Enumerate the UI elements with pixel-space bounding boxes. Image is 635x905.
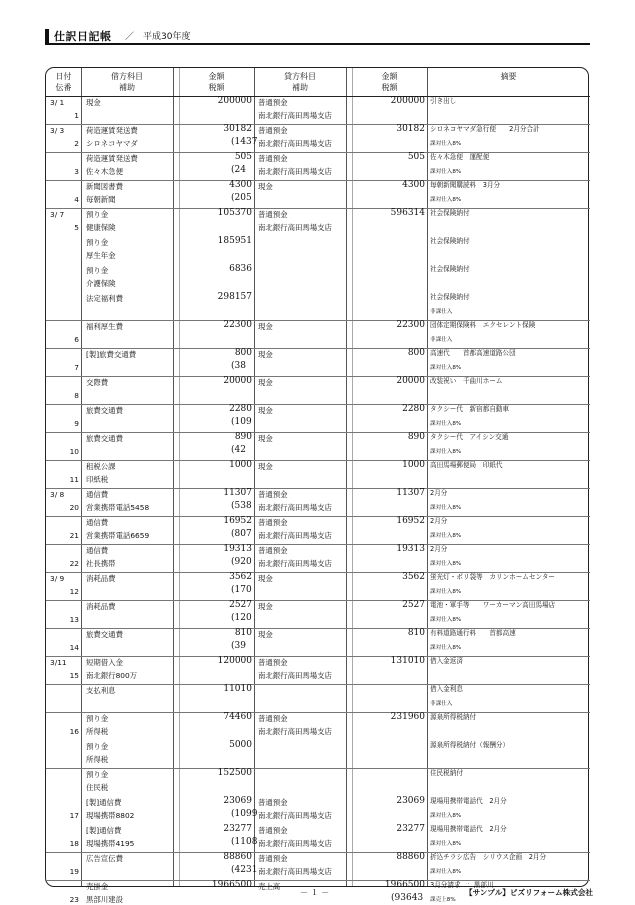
row-credit-account: 普通預金 — [258, 154, 288, 163]
row-tax-class: 課対仕入8% — [430, 449, 462, 455]
row-debit-sub: 営業携帯電話6659 — [86, 531, 150, 540]
row-debit-sub: 佐々木急便 — [86, 167, 123, 176]
row-debit-amount: 800 — [234, 348, 252, 358]
row-memo: 折込チラシ広告 シリウス企画 2月分 — [430, 853, 547, 861]
row-tax-class: 課対仕入8% — [430, 869, 462, 875]
page-title: 仕訳日記帳 — [54, 30, 112, 43]
row-credit-account: 普通預金 — [258, 798, 288, 807]
row-credit-amount: 23277 — [396, 824, 425, 834]
row-debit-amount: 19313 — [223, 544, 252, 554]
row-debit-amount: 88860 — [223, 852, 252, 862]
row-memo: 引き出し — [430, 97, 457, 105]
row-credit-amount: 20000 — [396, 376, 425, 386]
row-divider — [46, 768, 590, 769]
row-tax-class: 課対仕入8% — [430, 141, 462, 147]
row-tax-class: 課対仕入8% — [430, 589, 462, 595]
row-credit-account: 現金 — [258, 574, 273, 583]
row-credit-amount: 23069 — [396, 796, 425, 806]
row-voucher-no: 5 — [74, 223, 79, 232]
row-voucher-no: 19 — [69, 867, 79, 876]
row-voucher-no: 2 — [74, 139, 79, 148]
row-memo: 現場用携帯電話代 2月分 — [430, 797, 507, 805]
row-debit-account: 旅費交通費 — [86, 630, 123, 639]
row-tax-class: 非課仕入 — [430, 309, 453, 315]
row-debit-sub: 現場携帯8802 — [86, 811, 135, 820]
row-credit-amount: 22300 — [396, 320, 425, 330]
row-debit-account: 預り金 — [86, 770, 109, 779]
row-voucher-no: 21 — [69, 531, 79, 540]
page-subtitle — [125, 29, 190, 42]
row-debit-amount: 1000 — [229, 460, 252, 470]
row-debit-sub: 現場携帯4195 — [86, 839, 135, 848]
row-credit-account: 普通預金 — [258, 490, 288, 499]
row-credit-amount: 16952 — [396, 516, 425, 526]
row-credit-account: 現金 — [258, 350, 273, 359]
row-debit-tax: (109 — [231, 417, 252, 427]
row-memo: 社会保険納付 — [430, 237, 470, 245]
row-debit-tax: (170 — [231, 585, 252, 595]
row-debit-tax: (38 — [231, 361, 246, 371]
row-credit-amount: 800 — [407, 348, 425, 358]
row-debit-amount: 185951 — [217, 236, 252, 246]
row-debit-account: 預り金 — [86, 742, 109, 751]
row-divider — [46, 544, 590, 545]
row-memo: 源泉所得税納付（報酬分） — [430, 741, 510, 749]
row-memo: 2月分 — [430, 545, 448, 553]
row-credit-amount: 890 — [407, 432, 425, 442]
row-debit-amount: 3562 — [229, 572, 252, 582]
row-debit-tax: (1437 — [231, 137, 258, 147]
col-divider — [346, 68, 347, 886]
row-credit-sub: 南北銀行高田馬場支店 — [258, 811, 332, 820]
row-divider — [46, 516, 590, 517]
row-debit-account: [製]通信費 — [86, 798, 122, 807]
row-memo: 3月分請求 ：黒部川 — [430, 881, 494, 889]
row-debit-account: 消耗品費 — [86, 602, 116, 611]
row-tax-class: 課対仕入8% — [430, 505, 462, 511]
row-credit-amount: 3562 — [402, 572, 425, 582]
header-memo: 摘要 — [500, 72, 517, 81]
row-debit-sub: 住民税 — [86, 783, 109, 792]
row-credit-account: 普通預金 — [258, 518, 288, 527]
row-memo: タクシー代 アイシン交通 — [430, 433, 509, 441]
row-debit-account: 広告宣伝費 — [86, 854, 123, 863]
row-credit-account: 普通預金 — [258, 826, 288, 835]
header-date-col — [46, 71, 81, 93]
row-credit-amount: 1966500 — [384, 880, 425, 890]
row-voucher-no: 6 — [74, 335, 79, 344]
row-credit-sub: 南北銀行高田馬場支店 — [258, 531, 332, 540]
row-voucher-no: 4 — [74, 195, 79, 204]
row-divider — [46, 208, 590, 209]
row-memo: 住民税納付 — [430, 769, 463, 777]
row-voucher-no: 20 — [69, 503, 79, 512]
row-debit-tax: (42 — [231, 445, 246, 455]
row-credit-amount: 88860 — [396, 852, 425, 862]
page-number: － １ － — [300, 888, 330, 897]
row-memo: タクシー代 新宿都自動車 — [430, 405, 510, 413]
row-tax-class: 非課仕入 — [430, 337, 453, 343]
row-memo: 社会保険納付 — [430, 293, 470, 301]
row-memo: 毎朝新聞購読料 3月分 — [430, 181, 501, 189]
row-credit-account: 現金 — [258, 322, 273, 331]
row-voucher-no: 1 — [74, 111, 79, 120]
row-voucher-no: 14 — [69, 643, 79, 652]
header-memo-col — [427, 71, 590, 82]
row-credit-account: 普通預金 — [258, 714, 288, 723]
row-debit-tax: (39 — [231, 641, 246, 651]
row-debit-amount: 890 — [234, 432, 252, 442]
row-divider — [46, 488, 590, 489]
row-debit-amount: 30182 — [223, 124, 252, 134]
row-memo: 蛍光灯・ポリ袋等 カリンホームセンター — [430, 573, 556, 581]
row-debit-account: 福利厚生費 — [86, 322, 123, 331]
row-credit-account: 現金 — [258, 182, 273, 191]
row-debit-sub: 厚生年金 — [86, 251, 116, 260]
row-memo: 高速代 首都高速道路公団 — [430, 349, 516, 357]
row-tax-class: 課対仕入8% — [430, 421, 462, 427]
row-tax-class: 課対仕入8% — [430, 365, 462, 371]
row-memo: 社会保険納付 — [430, 265, 470, 273]
row-debit-account: [製]通信費 — [86, 826, 122, 835]
row-debit-account: 短期借入金 — [86, 658, 123, 667]
row-debit-amount: 2527 — [229, 600, 252, 610]
row-credit-amount: 131010 — [390, 656, 425, 666]
row-credit-account: 現金 — [258, 630, 273, 639]
col-divider — [427, 68, 428, 886]
row-debit-sub: 印紙税 — [86, 475, 109, 484]
row-debit-amount: 11010 — [223, 684, 252, 694]
row-credit-account: 現金 — [258, 602, 273, 611]
row-memo: 社会保険納付 — [430, 209, 470, 217]
row-debit-sub: 黒部川建設 — [86, 895, 123, 904]
row-debit-amount: 120000 — [217, 656, 252, 666]
row-credit-sub: 南北銀行高田馬場支店 — [258, 559, 332, 568]
row-credit-amount: 231960 — [390, 712, 425, 722]
row-debit-tax: (920 — [231, 557, 252, 567]
row-memo: 高田馬場郵便局 印紙代 — [430, 461, 503, 469]
col-divider — [352, 68, 353, 886]
row-credit-account: 普通預金 — [258, 546, 288, 555]
row-credit-sub: 南北銀行高田馬場支店 — [258, 867, 332, 876]
header-date: 日付 — [55, 72, 72, 81]
row-debit-account: 旅費交通費 — [86, 406, 123, 415]
row-debit-sub: 社長携帯 — [86, 559, 116, 568]
row-tax-class: 課対仕入8% — [430, 813, 462, 819]
row-debit-account: 売掛金 — [86, 882, 109, 891]
row-debit-account: 現金 — [86, 98, 101, 107]
row-divider — [46, 684, 590, 685]
row-debit-sub: 毎朝新聞 — [86, 195, 116, 204]
row-credit-amount: 810 — [407, 628, 425, 638]
row-debit-amount: 152500 — [217, 768, 252, 778]
row-debit-amount: 5000 — [229, 740, 252, 750]
header-debit: 借方科目 — [111, 72, 143, 81]
row-credit-sub: 南北銀行高田馬場支店 — [258, 727, 332, 736]
header-bar — [45, 29, 590, 45]
col-divider — [179, 68, 180, 886]
row-credit-account: 現金 — [258, 406, 273, 415]
header-debit-col — [81, 71, 173, 93]
row-divider — [46, 460, 590, 461]
row-voucher-no: 10 — [69, 447, 79, 456]
row-divider — [46, 152, 590, 153]
row-debit-tax: (4231 — [231, 865, 258, 875]
row-voucher-no: 7 — [74, 363, 79, 372]
header-amount: 金額 — [208, 72, 225, 81]
row-credit-account: 普通預金 — [258, 854, 288, 863]
row-tax-class: 非課仕入 — [430, 701, 453, 707]
row-credit-amount: 4300 — [402, 180, 425, 190]
row-credit-sub: 南北銀行高田馬場支店 — [258, 671, 332, 680]
row-debit-amount: 810 — [234, 628, 252, 638]
row-debit-amount: 2280 — [229, 404, 252, 414]
row-debit-sub: シロネコヤマダ — [86, 139, 138, 148]
row-memo: 源泉所得税納付 — [430, 713, 477, 721]
row-debit-account: 荷造運賃発送費 — [86, 154, 138, 163]
row-credit-account: 普通預金 — [258, 126, 288, 135]
row-memo: 団体定期保険料 エクセレント保険 — [430, 321, 536, 329]
row-credit-amount: 19313 — [396, 544, 425, 554]
row-credit-sub: 南北銀行高田馬場支店 — [258, 839, 332, 848]
row-divider — [46, 712, 590, 713]
row-debit-amount: 20000 — [223, 376, 252, 386]
row-debit-amount: 200000 — [217, 96, 252, 106]
row-credit-amount: 11307 — [396, 488, 425, 498]
header-tax2: 税額 — [381, 83, 398, 92]
row-tax-class: 課対仕入8% — [430, 645, 462, 651]
row-voucher-no: 9 — [74, 419, 79, 428]
row-voucher-no: 11 — [69, 475, 79, 484]
row-debit-tax: (120 — [231, 613, 252, 623]
row-memo: 2月分 — [430, 489, 448, 497]
row-memo: 佐々木急便 運配便 — [430, 153, 490, 161]
row-tax-class: 課対仕入8% — [430, 533, 462, 539]
row-date: 3/ 9 — [50, 574, 65, 583]
row-debit-tax: (24 — [231, 165, 246, 175]
title-separator: ／ — [125, 32, 135, 42]
row-debit-amount: 22300 — [223, 320, 252, 330]
row-credit-account: 売上高 — [258, 882, 281, 891]
row-divider — [46, 376, 590, 377]
row-date: 3/ 3 — [50, 126, 65, 135]
row-debit-amount: 298157 — [217, 292, 252, 302]
row-credit-amount: 596314 — [390, 208, 425, 218]
row-debit-amount: 6836 — [229, 264, 252, 274]
row-debit-account: 預り金 — [86, 210, 109, 219]
header-no: 伝番 — [55, 83, 72, 92]
row-debit-amount: 505 — [234, 152, 252, 162]
row-voucher-no: 3 — [74, 167, 79, 176]
row-credit-account: 現金 — [258, 434, 273, 443]
row-tax-class: 課対仕入8% — [430, 561, 462, 567]
row-credit-sub: 南北銀行高田馬場支店 — [258, 503, 332, 512]
row-credit-account: 現金 — [258, 462, 273, 471]
header-credit: 貸方科目 — [284, 72, 316, 81]
row-voucher-no: 15 — [69, 671, 79, 680]
row-debit-account: 租税公課 — [86, 462, 116, 471]
row-debit-amount: 16952 — [223, 516, 252, 526]
row-debit-account: 荷造運賃発送費 — [86, 126, 138, 135]
row-tax-class: 課対仕入8% — [430, 617, 462, 623]
row-debit-amount: 105370 — [217, 208, 252, 218]
row-debit-account: 消耗品費 — [86, 574, 116, 583]
row-credit-tax: (93643 — [391, 893, 424, 903]
fiscal-year: 平成30年度 — [143, 32, 191, 42]
row-debit-account: 通信費 — [86, 490, 109, 499]
row-voucher-no: 16 — [69, 727, 79, 736]
row-credit-amount: 1000 — [402, 460, 425, 470]
row-debit-amount: 4300 — [229, 180, 252, 190]
row-credit-amount: 505 — [407, 152, 425, 162]
row-credit-amount: 2527 — [402, 600, 425, 610]
row-memo: 借入金返済 — [430, 657, 463, 665]
row-memo: 現場用携帯電話代 2月分 — [430, 825, 507, 833]
row-debit-account: 通信費 — [86, 518, 109, 527]
header-tax: 税額 — [208, 83, 225, 92]
row-credit-sub: 南北銀行高田馬場支店 — [258, 139, 332, 148]
row-memo: 有料道路通行料 首都高速 — [430, 629, 516, 637]
company-name: 【サンプル】ビズリフォーム株式会社 — [465, 888, 594, 897]
row-voucher-no: 18 — [69, 839, 79, 848]
row-voucher-no: 13 — [69, 615, 79, 624]
row-debit-tax: (807 — [231, 529, 252, 539]
row-debit-account: 預り金 — [86, 714, 109, 723]
row-voucher-no: 8 — [74, 391, 79, 400]
row-debit-tax: (538 — [231, 501, 252, 511]
header-amount2: 金額 — [381, 72, 398, 81]
row-tax-class: 課売上8% — [430, 897, 456, 903]
row-memo: 2月分 — [430, 517, 448, 525]
row-debit-sub: 南北銀行800万 — [86, 671, 138, 680]
row-debit-tax: (1099 — [231, 809, 258, 819]
row-debit-account: 支払利息 — [86, 686, 116, 695]
row-tax-class: 課対仕入8% — [430, 169, 462, 175]
row-memo: 借入金利息 — [430, 685, 463, 693]
row-memo: シロネコヤマダ急行便 2月分合計 — [430, 125, 540, 133]
row-debit-amount: 74460 — [223, 712, 252, 722]
header-credit-col — [254, 71, 346, 93]
col-divider — [173, 68, 174, 886]
row-debit-amount: 23069 — [223, 796, 252, 806]
header-divider — [46, 96, 590, 97]
row-debit-sub: 営業携帯電話5458 — [86, 503, 150, 512]
row-debit-sub: 健康保険 — [86, 223, 116, 232]
row-debit-amount: 23277 — [223, 824, 252, 834]
row-voucher-no: 23 — [69, 895, 79, 904]
row-tax-class: 課対仕入8% — [430, 841, 462, 847]
row-divider — [46, 432, 590, 433]
row-voucher-no: 12 — [69, 587, 79, 596]
row-debit-account: [製]旅費交通費 — [86, 350, 137, 359]
row-debit-tax: (205 — [231, 193, 252, 203]
row-debit-account: 法定福利費 — [86, 294, 123, 303]
row-credit-account: 現金 — [258, 378, 273, 387]
row-debit-account: 預り金 — [86, 238, 109, 247]
row-voucher-no: 22 — [69, 559, 79, 568]
header-amount2-col — [352, 71, 427, 93]
row-credit-amount: 2280 — [402, 404, 425, 414]
row-debit-amount: 1966500 — [211, 880, 252, 890]
row-voucher-no: 17 — [69, 811, 79, 820]
row-credit-account: 普通預金 — [258, 210, 288, 219]
row-debit-sub: 所得税 — [86, 755, 109, 764]
row-debit-account: 旅費交通費 — [86, 434, 123, 443]
row-date: 3/ 1 — [50, 98, 65, 107]
row-debit-account: 交際費 — [86, 378, 109, 387]
row-debit-account: 新聞図書費 — [86, 182, 123, 191]
row-debit-sub: 所得税 — [86, 727, 109, 736]
row-credit-sub: 南北銀行高田馬場支店 — [258, 167, 332, 176]
row-credit-account: 普通預金 — [258, 98, 288, 107]
row-divider — [46, 656, 590, 657]
row-debit-account: 通信費 — [86, 546, 109, 555]
header-credit-sub: 補助 — [292, 83, 308, 92]
row-credit-sub: 南北銀行高田馬場支店 — [258, 223, 332, 232]
row-credit-amount: 30182 — [396, 124, 425, 134]
row-credit-account: 普通預金 — [258, 658, 288, 667]
row-memo: 電池・軍手等 ワーカーマン高田馬場店 — [430, 601, 556, 609]
row-memo: 改装祝い 千曲川ホーム — [430, 377, 503, 385]
row-debit-account: 預り金 — [86, 266, 109, 275]
row-date: 3/ 8 — [50, 490, 65, 499]
row-debit-tax: (1108 — [231, 837, 258, 847]
col-divider — [81, 68, 82, 886]
header-debit-sub: 補助 — [119, 83, 135, 92]
row-debit-sub: 介護保険 — [86, 279, 116, 288]
row-date: 3/ 7 — [50, 210, 65, 219]
row-credit-sub: 南北銀行高田馬場支店 — [258, 111, 332, 120]
row-tax-class: 課対仕入8% — [430, 197, 462, 203]
header-amount-col — [179, 71, 254, 93]
row-debit-amount: 11307 — [223, 488, 252, 498]
row-divider — [46, 880, 590, 881]
row-divider — [46, 180, 590, 181]
row-date: 3/11 — [50, 658, 67, 667]
col-divider — [254, 68, 255, 886]
row-credit-amount: 200000 — [390, 96, 425, 106]
